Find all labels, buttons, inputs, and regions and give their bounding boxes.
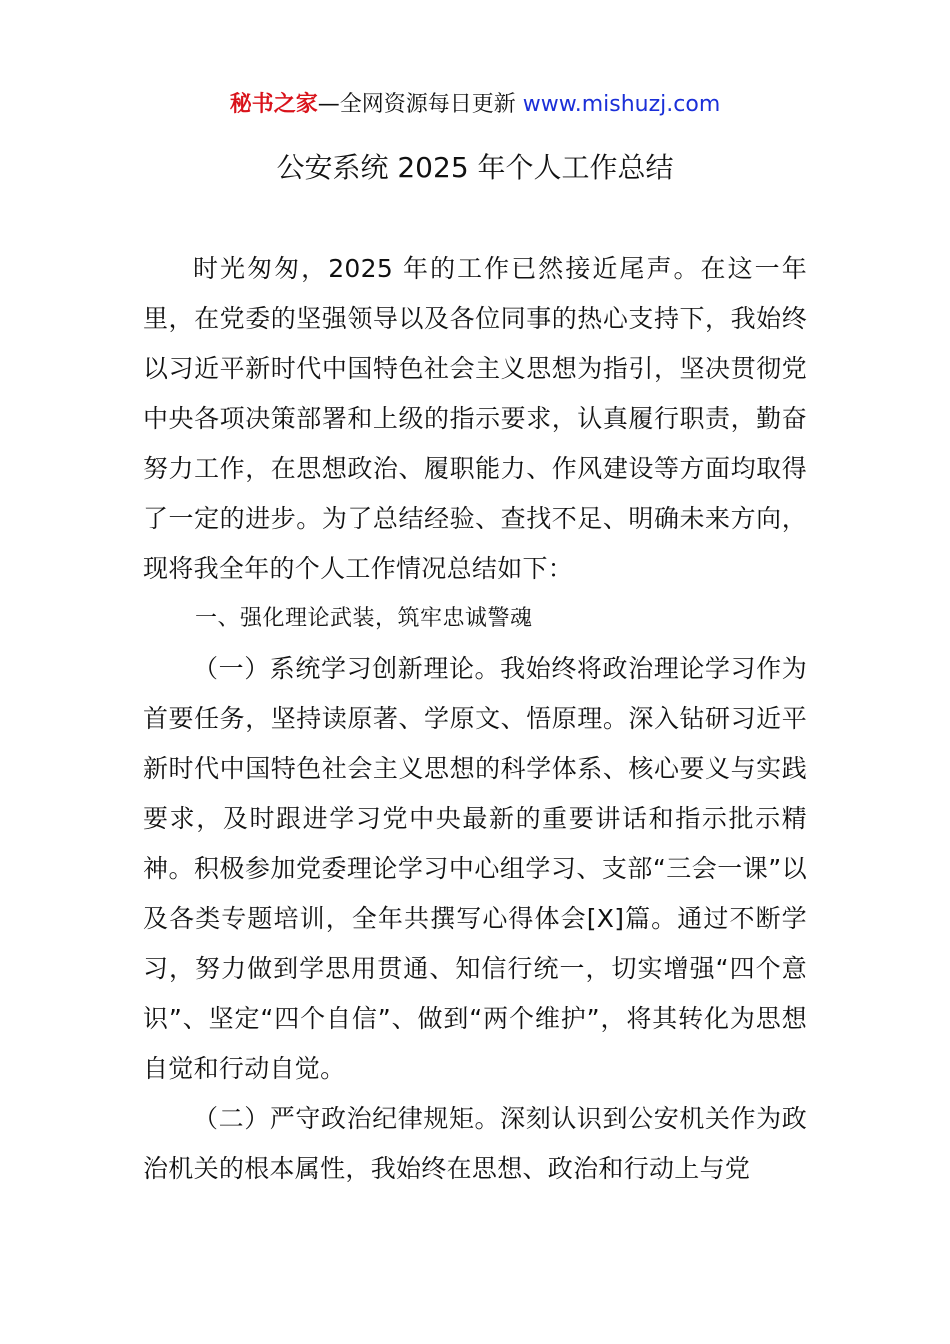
site-header bbox=[0, 88, 950, 122]
site-url[interactable]: www.mishuzj.com bbox=[522, 92, 721, 117]
subsection-paragraph-2: （二）严守政治纪律规矩。深刻认识到公安机关作为政治机关的根本属性，我始终在思想、政治和行动上与党 bbox=[143, 1104, 807, 1183]
header-slogan: —全网资源每日更新 bbox=[317, 92, 523, 117]
document-body bbox=[143, 244, 807, 1194]
intro-paragraph: 时光匆匆，2025 年的工作已然接近尾声。在这一年里，在党委的坚强领导以及各位同事的热心支持下，我始终以习近平新时代中国特色社会主义思想为指引，坚决贯彻党中央各项决策部署和上级的指示要求，认真履行职责，勤奋努力工作，在思想政治、履职能力、作风建设等方面均取得了一定的进步。为了总结经验、查找不足、明确未来方向，现将我全年的个人工作情况总结如下： bbox=[143, 254, 807, 583]
section-heading-1: 一、强化理论武装，筑牢忠诚警魂 bbox=[195, 606, 533, 631]
brand-name: 秘书之家 bbox=[229, 92, 318, 117]
subsection-paragraph-1: （一）系统学习创新理论。我始终将政治理论学习作为首要任务，坚持读原著、学原文、悟原理。深入钻研习近平新时代中国特色社会主义思想的科学体系、核心要义与实践要求，及时跟进学习党中央最新的重要讲话和指示批示精神。积极参加党委理论学习中心组学习、支部“三会一课”以及各类专题培训，全年共撰写心得体会[X]篇。通过不断学习，努力做到学思用贯通、知信行统一，切实增强“四个意识”、坚定“四个自信”、做到“两个维护”，将其转化为思想自觉和行动自觉。 bbox=[143, 654, 807, 1083]
document-title: 公安系统 2025 年个人工作总结 bbox=[276, 151, 674, 184]
